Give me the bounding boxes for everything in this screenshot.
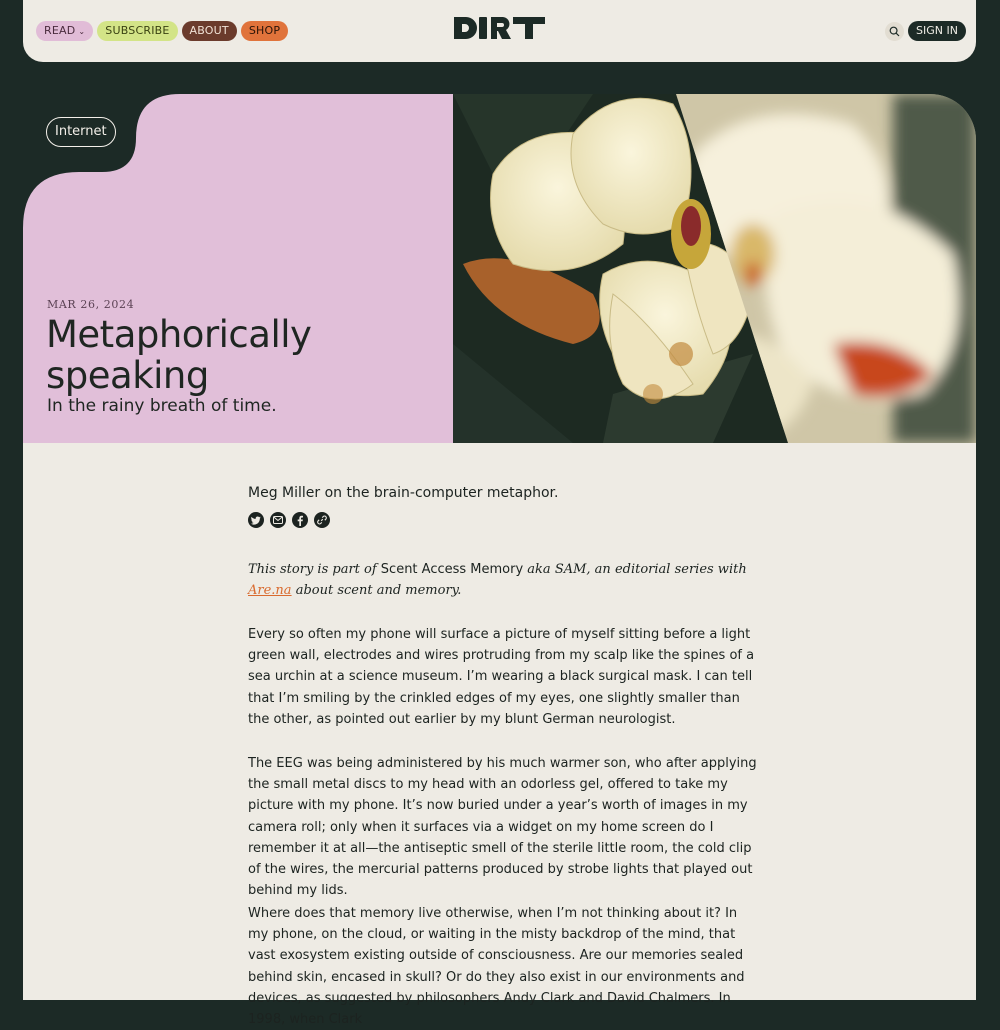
series-note-end: about scent and memory. xyxy=(291,583,462,598)
sign-in-button[interactable]: SIGN IN xyxy=(908,21,966,41)
series-note xyxy=(248,559,754,601)
hero-text-panel xyxy=(23,94,453,443)
main-nav xyxy=(36,21,288,41)
link-icon[interactable] xyxy=(314,512,330,528)
search-button[interactable] xyxy=(885,22,904,41)
email-icon[interactable] xyxy=(270,512,286,528)
article-paragraph: Where does that memory live otherwise, when I’m not thinking about it? In my phone, on the cloud, or waiting in the misty backdrop of the mind, that vast exosystem existing outside of consciousness. Are our memories sealed behind skin, encased in skull? Or do they also exist in our environments and devices, as suggested by philosophers Andy Clark and David Chalmers. In 1998, when Clark xyxy=(248,906,745,1028)
search-icon xyxy=(889,26,900,37)
hero xyxy=(23,94,976,443)
hero-image xyxy=(453,94,976,443)
article-subtitle: In the rainy breath of time. xyxy=(47,396,277,416)
site-logo[interactable] xyxy=(453,12,547,44)
facebook-icon[interactable] xyxy=(292,512,308,528)
share-bar xyxy=(248,512,330,528)
nav-about[interactable]: ABOUT xyxy=(182,21,237,41)
publish-date: MAR 26, 2024 xyxy=(47,298,135,311)
nav-shop[interactable]: SHOP xyxy=(241,21,288,41)
series-name: Scent Access Memory xyxy=(380,562,524,577)
series-note-middle: aka SAM, an editorial series with xyxy=(523,562,747,577)
nav-read[interactable] xyxy=(36,21,93,41)
twitter-icon[interactable] xyxy=(248,512,264,528)
article-lede: Meg Miller on the brain-computer metaphor. xyxy=(248,485,559,501)
article-paragraph: Every so often my phone will surface a picture of myself sitting before a light green wall, electrodes and wires protruding from my scalp like the spines of a sea urchin at a science museum. I’m wearing a black surgical mask. I can tell that I’m smiling by the crinkled edges of my eyes, one slightly smaller than the other, as pointed out earlier by my blunt German neurologist. xyxy=(248,627,755,727)
article-paragraph: The EEG was being administered by his much warmer son, who after applying the small metal discs to my head with an odorless gel, offered to take my picture with my phone. It’s now buried under a year’s worth of images in my camera roll; only when it surfaces via a widget on my home screen do I remember it at all—the antiseptic smell of the sterile little room, the cold clip of the wires, the mercurial patterns produced by strobe lights that played out behind my lids. xyxy=(248,756,757,899)
article-title: Metaphorically speaking xyxy=(46,313,312,397)
category-tag[interactable]: Internet xyxy=(46,117,116,147)
nav-read-label: READ xyxy=(44,24,76,37)
arena-link[interactable]: Are.na xyxy=(248,583,292,598)
chevron-down-icon: ⌄ xyxy=(78,27,86,36)
series-note-intro: This story is part of xyxy=(248,562,381,577)
nav-subscribe[interactable]: SUBSCRIBE xyxy=(97,21,177,41)
site-header xyxy=(23,0,976,62)
article-body xyxy=(23,443,976,1028)
magnolia-image xyxy=(453,94,976,443)
